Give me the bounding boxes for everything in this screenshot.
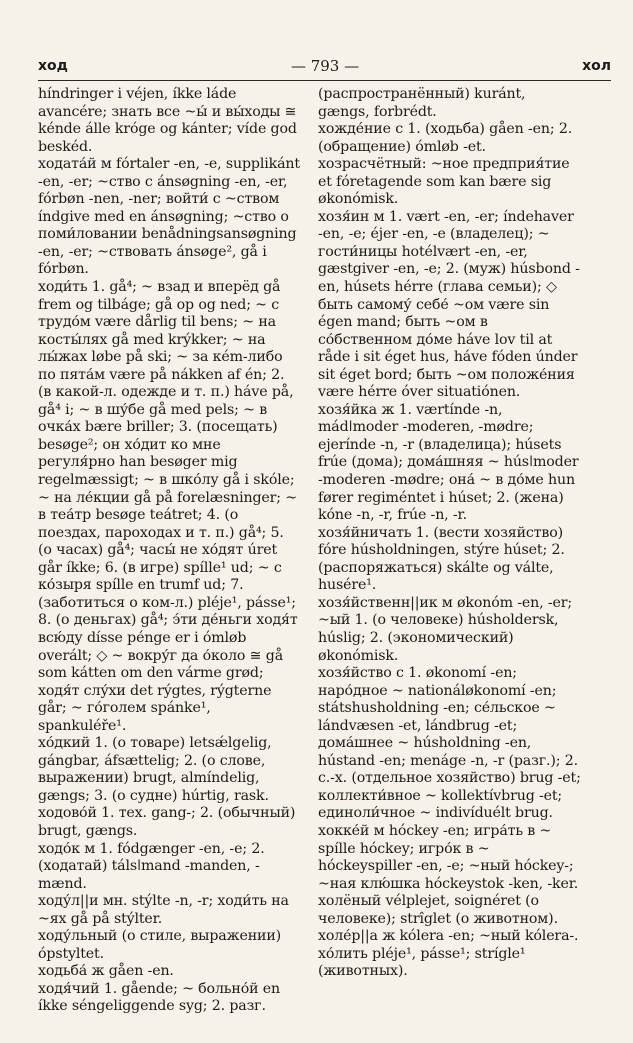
dictionary-entry: ходи́ть 1. gå⁴; ~ взад и вперёд gå frem og tilbáge; gå op og ned; ~ с трудо́м være dårlig til bens; ~ на косты́лях gå med krýkker; ~ на лы́жах løbe på ski; ~ за кém-либо по пята́м være på nákken af én; 2. (в какой-л. одежде и т. п.) háve på, gå⁴ i; ~ в шу́бе gå med pels; ~ в очка́х bære briller; 3. (посещать) besøge²; он хо́дит ко мне регуля́рно han besøger mig regelmæssigt; ~ в шко́лу gå i skóle; ~ на ле́кции gå på forelæsninger; ~ в теа́тр besøge teátret; 4. (о поездах, пароходах и т. п.) gå⁴; 5. (о часах) gå⁴; часы́ не хо́дят úret går íkke; 6. (в игре) spílle¹ ud; ~ с ко́зыря spílle en trumf ud; 7. (заботиться о ком-л.) pléje¹, pásse¹; 8. (о деньгах) gå⁴; э́ти де́ньги ходя́т всю́ду dísse pénge er i ómløb overált; ◇ ~ вокру́г да о́коло ≅ gå som kátten om den várme grød; ходя́т слу́хи det rýgtes, rýgterne går; ~ го́голем spánke¹, spankuléře¹. [38,279,298,734]
dictionary-entry: хокке́й м hóckey -en; игра́ть в ~ spílle hóckey; игро́к в ~ hóckeyspiller -en, -e; ~ный hóckey-; ~ная клю́шка hóckeystok -ken, -ker. [318,822,579,892]
dictionary-entry: híndringer i véjen, íkke láde avancére; знать все ~ы́ и вы́ходы ≅ kénde álle króge og kánter; víde god beskéd. [38,86,297,155]
page-header [38,54,611,78]
dictionary-entry: ходьба́ ж gåen -en. [38,963,174,980]
dictionary-entry: хозя́йка ж 1. værtínde -n, mádǀmoder -moderen, -mødre; ejerínde -n, -r (владелица); húsets frúe (дома); дома́шняя ~ húsǀmoder -moderen -mødre; она́ ~ в до́ме hun fører regiméntet i húset; 2. (жена) kóne -n, -r, frúe -n, -r. [318,401,579,524]
dictionary-entry: хозя́йственн||ик м økonóm -en, -er; ~ый 1. (о человеке) húsholdersk, húslig; 2. (экономический) økonómisk. [318,594,573,664]
dictionary-entry: хозя́йничать 1. (вести хозяйство) fóre húsholdningen, stýre húset; 2. (распоряжаться) skálte og válte, husére¹. [318,524,565,594]
dictionary-entry: ходо́к м 1. fódgænger -en, -e; 2. (ходатай) tálsǀmand -manden, -mænd. [38,840,265,892]
dictionary-entry: хозрасчётный: ~ное предприя́тие et fóretagende som kan bære sig økonómisk. [318,156,570,208]
dictionary-entry: (распространённый) kuránt, gængs, forbrédt. [318,86,526,120]
dictionary-entry: ходу́л||и мн. stýlte -n, -r; ходи́ть на ~ях gå på stýlter. [38,893,289,927]
left-column [38,86,300,1016]
dictionary-entry: хо́дкий 1. (о товаре) letsǽlgelig, gángbar, áfsættelig; 2. (о слове, выражении) brugt, almíndelig, gængs; 3. (о судне) húrtig, rask. [38,735,272,804]
dictionary-entry: хозя́ин м 1. vært -en, -er; índehaver -en, -e; éjer -en, -e (владелец); ~ гости́ницы hotélvært -en, -er, gæstgiver -en, -e; 2. (муж) húsbond -en, húsets hérre (глава семьи); ◇ быть самому́ себе́ ~ом være sin égen mand; быть ~ом в со́бственном до́ме háve lov til at råde i sit éget hus, háve fóden únder sit éget bord; быть ~ом положе́ния være hérre óver situatiónen. [318,208,580,401]
dictionary-entry: ходата́й м fórtaler -en, -e, supplikánt -en, -er; ~ство с ánsøgning -en, -er, fórbøn -nen, -ner; войти́ с ~ством índgive med en ánsøgning; ~ство о поми́ловании benådningsansøgning -en, -er; ~ствовать ánsøge², gå i fórbøn. [38,156,300,278]
left-guideword: ход [38,58,68,74]
dictionary-entry: хо́лить pléje¹, pásse¹; strígle¹ (животных). [318,945,526,980]
dictionary-entry: ходово́й 1. тех. gang-; 2. (обычный) brugt, gængs. [38,805,296,839]
dictionary-entry: ходу́льный (о стиле, выражении) ópstyltet. [38,928,282,962]
header-rule [38,80,611,81]
dictionary-entry: ходя́чий 1. gående; ~ больно́й en íkke séngeliggende syg; 2. разг. [38,980,280,1015]
right-guideword: хол [582,58,611,74]
right-column [318,86,581,981]
page-number: — 793 — [290,57,360,75]
dictionary-entry: хозя́йство с 1. økonomí -en; наро́дное ~ nationáløkonomí -en; státshusholdning -en; се́льское ~ lándvæsen -et, lándbrug -et; дома́шнее ~ húsholdning -en, hústand -en; menáge -n, -r (разг.); 2. с.-х. (отдельное хозяйство) brug -et; коллекти́вное ~ kollektívbrug -et; единоли́чное ~ indivíduélt brug. [318,665,581,822]
dictionary-entry: холёный vélplejet, soignéret (о человеке); strîglet (о животном). [318,893,558,927]
dictionary-entry: холе́р||а ж kólera -en; ~ный kólera-. [318,928,579,945]
dictionary-entry: хожде́ние с 1. (ходьба) gåen -en; 2. (обращение) ómløb -et. [318,121,573,155]
